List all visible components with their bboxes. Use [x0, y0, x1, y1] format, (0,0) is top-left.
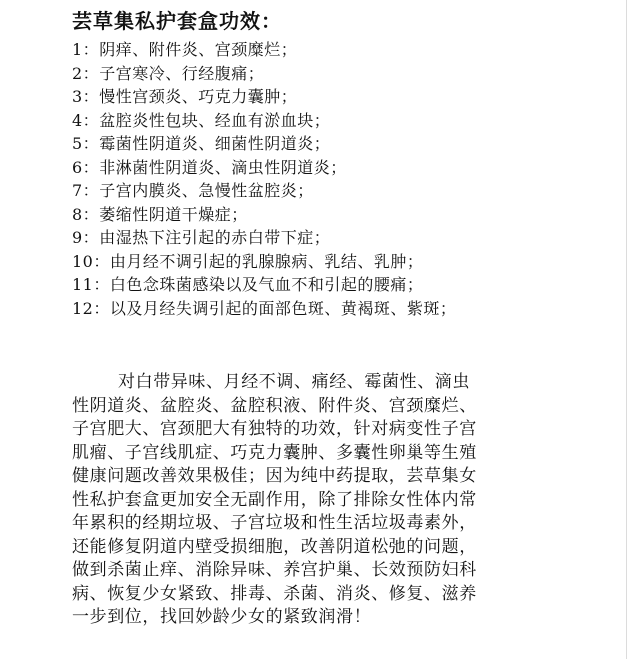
- list-item-text: 由湿热下注引起的赤白带下症；: [99, 228, 331, 247]
- paragraph-line: 做到杀菌止痒、消除异味、养宫护巢、长效预防妇科: [72, 560, 477, 580]
- list-item: [72, 179, 456, 203]
- list-item-number: 9：: [72, 228, 100, 247]
- list-item: [72, 62, 456, 86]
- description-paragraph: [72, 371, 548, 630]
- list-item: [72, 273, 456, 297]
- list-item: [72, 132, 456, 156]
- list-item-text: 以及月经失调引起的面部色斑、黄褐斑、紫斑；: [109, 298, 457, 318]
- list-item-number: 2：: [72, 63, 100, 83]
- paragraph-line: 性阴道炎、盆腔炎、盆腔积液、附件炎、宫颈糜烂、: [72, 395, 477, 416]
- list-item-text: 盆腔炎性包块、经血有淤血块；: [99, 110, 331, 130]
- list-item-number: 10：: [72, 251, 110, 271]
- list-item: [72, 38, 456, 62]
- list-item-number: 7：: [72, 181, 100, 200]
- list-item: [72, 203, 456, 227]
- list-item-text: 由月经不调引起的乳腺腺病、乳结、乳肿；: [109, 251, 424, 271]
- efficacy-list: [72, 38, 456, 320]
- list-item: [72, 297, 456, 321]
- paragraph-line: 对白带异味、月经不调、痛经、霉菌性、滴虫: [118, 372, 470, 392]
- list-item: [72, 109, 456, 133]
- list-item: [72, 250, 456, 274]
- paragraph-line: 还能修复阴道内壁受损细胞，改善阴道松弛的问题，: [72, 536, 477, 557]
- list-item-number: 8：: [72, 204, 100, 224]
- paragraph-line: 健康问题改善效果极佳；因为纯中药提取，芸草集女: [72, 466, 477, 486]
- paragraph-line: 肌瘤、子宫线肌症、巧克力囊肿、多囊性卵巢等生殖: [72, 442, 477, 463]
- paragraph-line: 年累积的经期垃圾、子宫垃圾和性生活垃圾毒素外，: [72, 513, 477, 533]
- list-item-number: 5：: [72, 134, 100, 153]
- list-item-number: 4：: [72, 110, 100, 130]
- list-item-text: 阴痒、附件炎、宫颈糜烂；: [99, 40, 298, 59]
- list-item-text: 霉菌性阴道炎、细菌性阴道炎；: [99, 134, 331, 153]
- list-item-number: 1：: [72, 40, 100, 59]
- list-item-text: 子宫内膜炎、急慢性盆腔炎；: [99, 181, 314, 200]
- paragraph-line: 一步到位，找回妙龄少女的紧致润滑！: [72, 607, 372, 627]
- list-item-number: 3：: [72, 87, 100, 106]
- list-item-text: 慢性宫颈炎、巧克力囊肿；: [99, 87, 298, 106]
- list-item-number: 6：: [72, 157, 100, 177]
- list-item: [72, 226, 456, 250]
- paragraph-line: 子宫肥大、宫颈肥大有独特的功效，针对病变性子宫: [72, 419, 477, 439]
- list-item-text: 萎缩性阴道干燥症；: [99, 204, 248, 224]
- list-item: [72, 156, 456, 180]
- list-item-number: 11：: [72, 275, 110, 294]
- page-title: 芸草集私护套盒功效：: [72, 9, 282, 33]
- page-edge-divider: [626, 0, 627, 659]
- list-item-text: 子宫寒冷、行经腹痛；: [99, 63, 265, 83]
- paragraph-line: 性私护套盒更加安全无副作用，除了排除女性体内常: [72, 489, 477, 510]
- paragraph-line: 病、恢复少女紧致、排毒、杀菌、消炎、修复、滋养: [72, 583, 477, 604]
- list-item: [72, 85, 456, 109]
- list-item-text: 白色念珠菌感染以及气血不和引起的腰痛；: [109, 275, 424, 294]
- list-item-number: 12：: [72, 298, 110, 318]
- list-item-text: 非淋菌性阴道炎、滴虫性阴道炎；: [99, 157, 347, 177]
